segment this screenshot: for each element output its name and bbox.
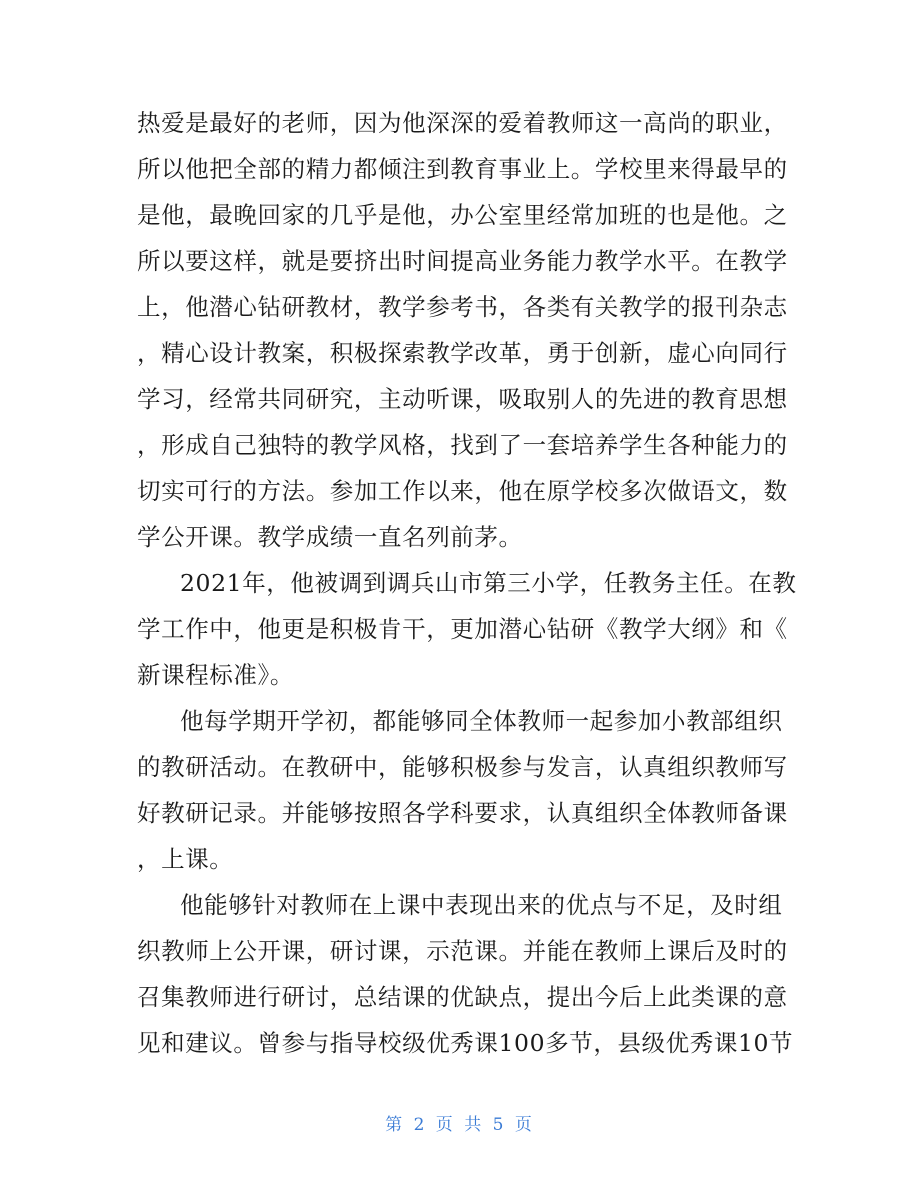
text-line: 见和建议。曾参与指导校级优秀课100多节，县级优秀课10节 xyxy=(137,1029,794,1057)
text-line: 的教研活动。在教研中，能够积极参与发言，认真组织教师写 xyxy=(137,753,788,781)
paragraph xyxy=(137,560,797,698)
text-line: ，上课。 xyxy=(137,845,234,873)
text-line: 上，他潜心钻研教材，教学参考书，各类有关教学的报刊杂志 xyxy=(137,293,788,321)
paragraph xyxy=(137,882,794,1066)
text-line: 学工作中，他更是积极肯干，更加潜心钻研《教学大纲》和《 xyxy=(137,615,788,643)
text-line: 他能够针对教师在上课中表现出来的优点与不足，及时组 xyxy=(180,891,783,919)
text-line: 召集教师进行研讨，总结课的优缺点，提出今后上此类课的意 xyxy=(137,983,788,1011)
text-line: 是他，最晚回家的几乎是他，办公室里经常加班的也是他。之 xyxy=(137,201,788,229)
text-line: 2021年，他被调到调兵山市第三小学，任教务主任。在教 xyxy=(180,569,797,597)
text-line: 所以他把全部的精力都倾注到教育事业上。学校里来得最早的 xyxy=(137,155,788,183)
page-number-footer: 第 2 页 共 5 页 xyxy=(385,1115,535,1135)
text-line: 所以要这样，就是要挤出时间提高业务能力教学水平。在教学 xyxy=(137,247,788,275)
text-line: ，形成自己独特的教学风格，找到了一套培养学生各种能力的 xyxy=(137,431,788,459)
text-line: 学公开课。教学成绩一直名列前茅。 xyxy=(137,523,523,551)
text-line: 学习，经常共同研究，主动听课，吸取别人的先进的教育思想 xyxy=(137,385,788,413)
paragraph xyxy=(137,698,787,882)
text-line: 切实可行的方法。参加工作以来，他在原学校多次做语文，数 xyxy=(137,477,788,505)
text-line: 他每学期开学初，都能够同全体教师一起参加小教部组织 xyxy=(180,707,783,735)
paragraph xyxy=(137,100,787,560)
text-line: ，精心设计教案，积极探索教学改革，勇于创新，虚心向同行 xyxy=(137,339,788,367)
text-line: 好教研记录。并能够按照各学科要求，认真组织全体教师备课 xyxy=(137,799,788,827)
body-text xyxy=(137,100,797,1066)
text-line: 热爱是最好的老师，因为他深深的爱着教师这一高尚的职业， xyxy=(137,109,788,137)
text-line: 织教师上公开课，研讨课，示范课。并能在教师上课后及时的 xyxy=(137,937,788,965)
text-line: 新课程标准》。 xyxy=(137,661,294,689)
